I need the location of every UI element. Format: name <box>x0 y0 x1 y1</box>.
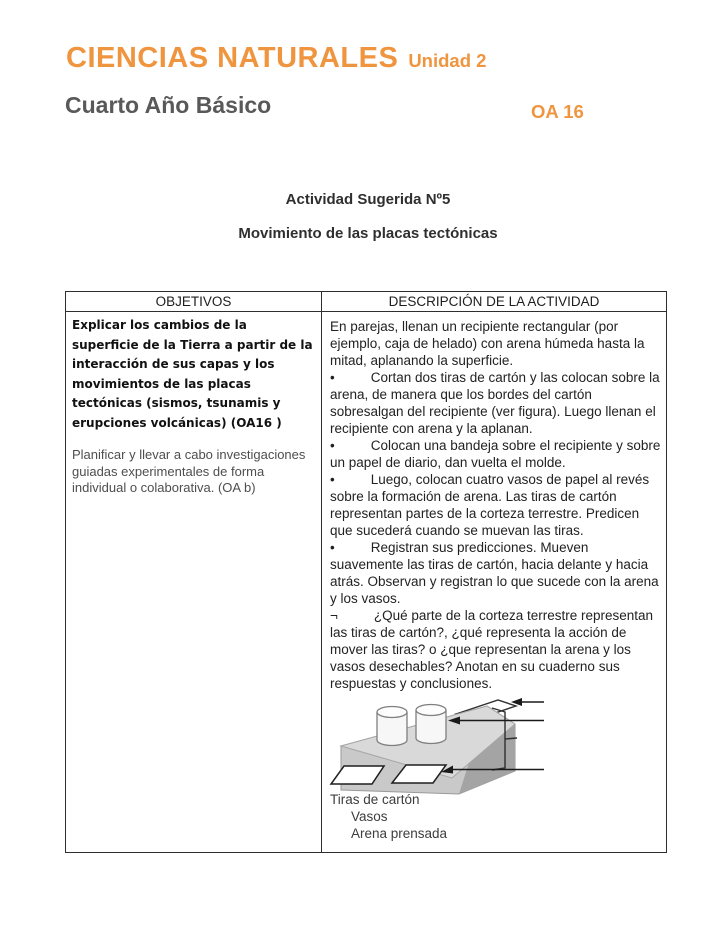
figure-label-arena: Arena prensada <box>351 826 448 841</box>
sand-model-diagram <box>329 693 551 805</box>
description-bullet <box>330 437 662 471</box>
objectives-cell <box>66 312 322 852</box>
bullet-marker: • <box>330 438 335 453</box>
description-cell <box>322 312 666 852</box>
objective-secondary-text: Planificar y llevar a cabo investigaciones guiadas experimentales de forma individual o colaborativa. (OA b) <box>72 447 306 495</box>
bullet-text: ¿Qué parte de la corteza terrestre representan las tiras de cartón?, ¿qué representa la acción de mover las tiras? o ¿que representan la arena y los vasos desechables? Anotan en su cuaderno sus respuestas y conclusiones. <box>330 608 654 691</box>
bullet-marker: ¬ <box>330 608 338 623</box>
paper-cup-icon <box>416 705 446 744</box>
unit-label: Unidad 2 <box>408 50 487 71</box>
description-bullet <box>330 607 662 692</box>
figure-label-tiras: Tiras de cartón <box>330 792 420 807</box>
sand-model-figure <box>329 693 551 805</box>
description-bullet <box>330 471 662 539</box>
description-bullet <box>330 539 662 607</box>
oa-badge: OA 16 <box>531 101 584 122</box>
page-header <box>66 42 486 75</box>
bullet-text: Colocan una bandeja sobre el recipiente y sobre un papel de diario, dan vuelta el molde. <box>330 438 661 470</box>
bullet-text: Luego, colocan cuatro vasos de papel al revés sobre la formación de arena. Las tiras de cartón representan partes de la corteza terrestre. Predicen que sucederá cuando se muevan las tiras. <box>330 472 650 538</box>
column-header-descripcion: DESCRIPCIÓN DE LA ACTIVIDAD <box>322 292 666 312</box>
bullet-marker: • <box>330 540 335 555</box>
description-bullet <box>330 369 662 437</box>
bullet-text: Cortan dos tiras de cartón y las colocan sobre la arena, de manera que los bordes del cartón sobresalgan del recipiente (ver figura). Luego llenan el recipiente con arena y la aplanan. <box>330 370 660 436</box>
activity-table <box>65 291 667 853</box>
grade-title: Cuarto Año Básico <box>65 92 272 118</box>
bullet-marker: • <box>330 472 335 487</box>
activity-title: Actividad Sugerida Nº5 <box>285 191 451 208</box>
subject-title: CIENCIAS NATURALES <box>66 42 399 74</box>
description-intro: En parejas, llenan un recipiente rectangular (por ejemplo, caja de helado) con arena húmeda hasta la mitad, aplanando la superficie. <box>330 319 645 368</box>
bullet-marker: • <box>330 370 335 385</box>
bullet-text: Registran sus predicciones. Mueven suavemente las tiras de cartón, hacia delante y hacia atrás. Observan y registran lo que sucede con la arena y los vasos. <box>330 540 659 606</box>
objective-main-text: Explicar los cambios de la superficie de la Tierra a partir de la interacción de sus capas y los movimientos de las placas tectónicas (sismos, tsunamis y erupciones volcánicas) (OA16 ) <box>72 318 313 430</box>
column-header-objetivos: OBJETIVOS <box>66 292 322 312</box>
activity-subtitle: Movimiento de las placas tectónicas <box>238 225 498 242</box>
figure-label-vasos: Vasos <box>351 809 388 824</box>
paper-cup-icon <box>377 707 407 746</box>
